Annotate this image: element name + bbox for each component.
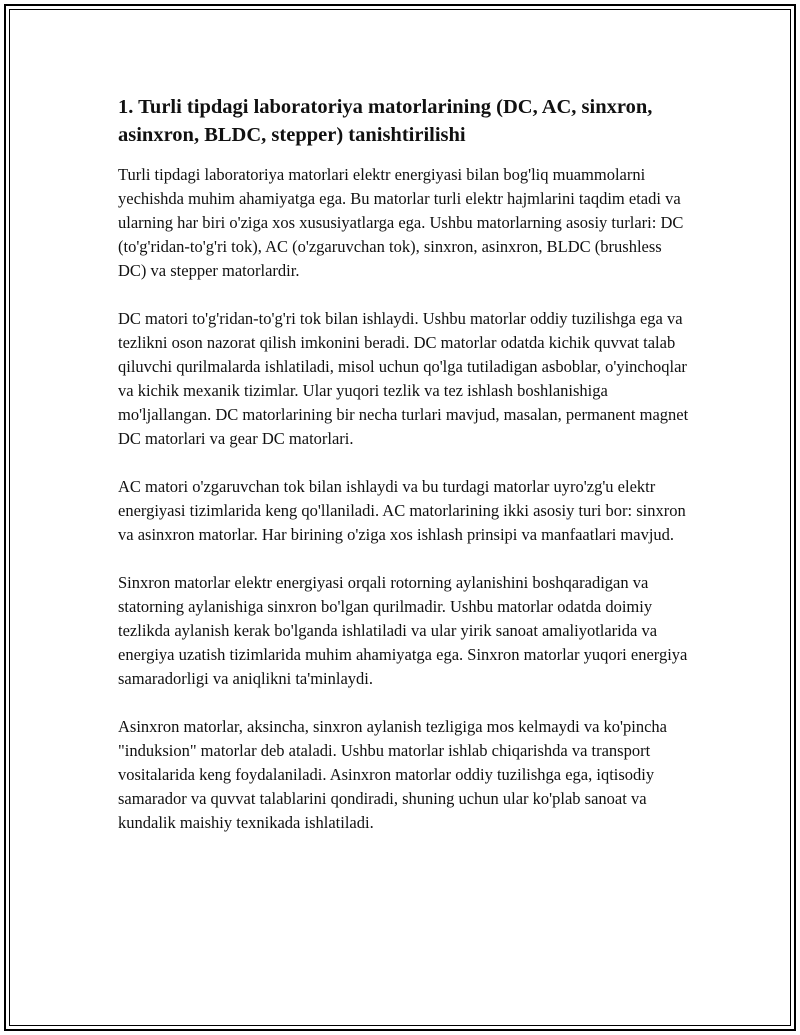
document-body [118, 93, 690, 859]
paragraph-ac-motor: AC matori o'zgaruvchan tok bilan ishlaydi va bu turdagi matorlar uyro'zg'u elektr energiyasi tizimlarida keng qo'llaniladi. AC matorlarining ikki asosiy turi bor: sinxron va asinxron matorlar. Har birining o'ziga xos ishlash prinsipi va manfaatlari mavjud. [118, 477, 686, 544]
paragraph-intro: Turli tipdagi laboratoriya matorlari elektr energiyasi bilan bog'liq muammolarni yechishda muhim ahamiyatga ega. Bu matorlar turli elektr hajmlarini taqdim etadi va ularning har biri o'ziga xos xususiyatlarga ega. Ushbu matorlarning asosiy turlari: DC (to'g'ridan-to'g'ri tok), AC (o'zgaruvchan tok), sinxron, asinxron, BLDC (brushless DC) va stepper matorlardir. [118, 165, 684, 280]
paragraph-synchronous-motor: Sinxron matorlar elektr energiyasi orqali rotorning aylanishini boshqaradigan va statorning aylanishiga sinxron bo'lgan qurilmadir. Ushbu matorlar odatda doimiy tezlikda aylanish kerak bo'lganda ishlatiladi va ular yirik sanoat amaliyotlarida va energiya uzatish tizimlarida muhim ahamiyatga ega. Sinxron matorlar yuqori energiya samaradorligi va aniqlikni ta'minlaydi. [118, 573, 688, 688]
paragraph-asynchronous-motor: Asinxron matorlar, aksincha, sinxron aylanish tezligiga mos kelmaydi va ko'pincha "induksion" matorlar deb ataladi. Ushbu matorlar ishlab chiqarishda va transport vositalarida keng foydalaniladi. Asinxron matorlar oddiy tuzilishga ega, iqtisodiy samarador va quvvat talablarini qondiradi, shuning uchun ular ko'plab sanoat va kundalik maishiy texnikada ishlatiladi. [118, 717, 667, 832]
paragraph-dc-motor: DC matori to'g'ridan-to'g'ri tok bilan ishlaydi. Ushbu matorlar oddiy tuzilishga ega va tezlikni oson nazorat qilish imkonini beradi. DC matorlar odatda kichik quvvat talab qiluvchi qurilmalarda ishlatiladi, misol uchun qo'lga tutiladigan asboblar, o'yinchoqlar va kichik mexanik tizimlar. Ular yuqori tezlik va tez ishlash boshlanishiga mo'ljallangan. DC matorlarining bir necha turlari mavjud, masalan, permanent magnet DC matorlari va gear DC matorlari. [118, 309, 689, 448]
section-heading: 1. Turli tipdagi laboratoriya matorlarining (DC, AC, sinxron, asinxron, BLDC, stepper) tanishtirilishi [118, 96, 653, 146]
